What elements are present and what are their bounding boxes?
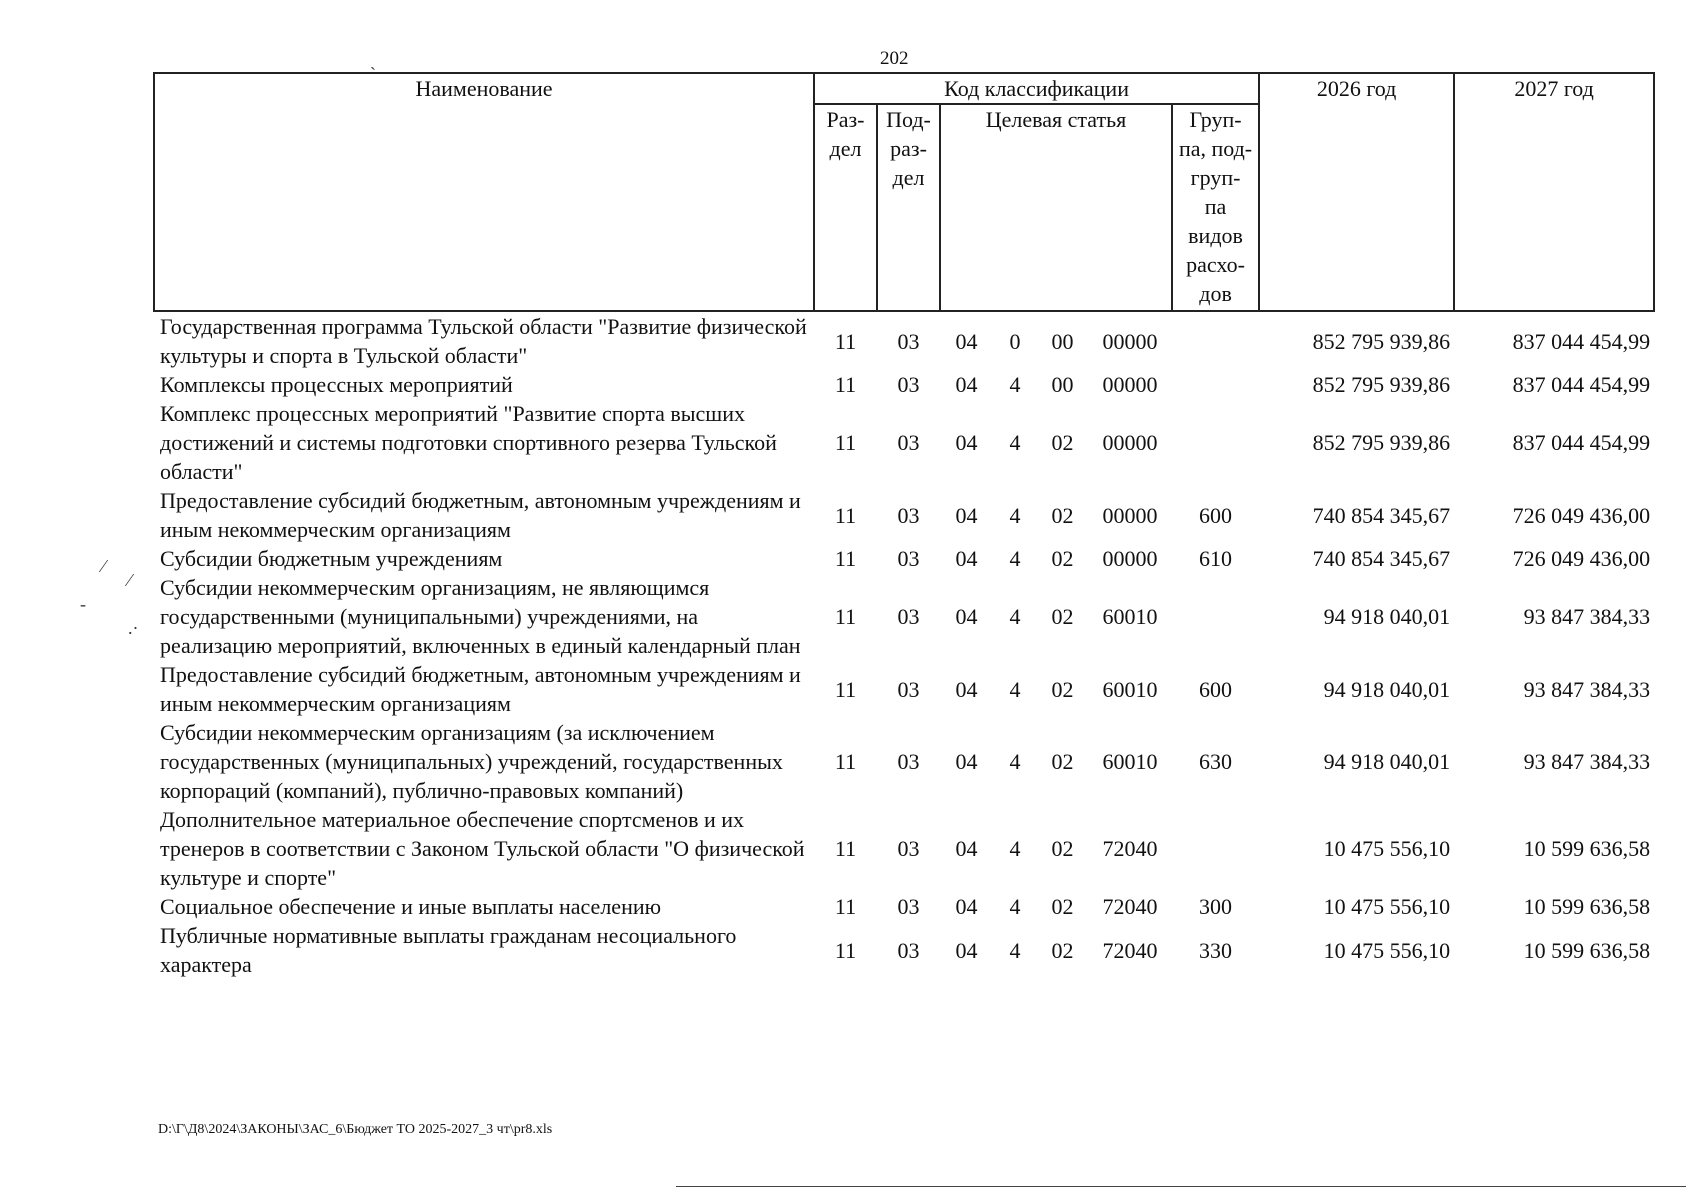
row-subsection-code: 03 [897, 676, 920, 702]
row-target-type-code: 4 [1009, 676, 1021, 702]
row-expense-group-code: 600 [1199, 502, 1233, 528]
row-target-direction-code: 00000 [1102, 328, 1158, 354]
row-target-type-code: 4 [1009, 749, 1021, 774]
table-header [154, 73, 1654, 311]
row-section-code: 11 [834, 546, 857, 571]
row-target-complex-code: 02 [1051, 430, 1074, 455]
row-section-code: 11 [834, 894, 857, 919]
row-subsection-code: 03 [897, 749, 920, 774]
row-amount-2026: 94 918 040,01 [1323, 749, 1451, 774]
row-target-program-code: 04 [955, 328, 978, 354]
row-subsection-code: 03 [897, 502, 920, 528]
row-target-complex-code: 02 [1051, 894, 1074, 919]
row-subsection-code: 03 [897, 836, 920, 861]
row-target-program-code: 04 [955, 604, 978, 629]
row-expense-group-code: 300 [1199, 894, 1233, 919]
row-target-complex-code: 02 [1051, 836, 1074, 861]
table-row [154, 805, 1654, 892]
row-target-program-code: 04 [955, 937, 978, 963]
row-target-complex-code: 00 [1051, 328, 1074, 354]
row-amount-2026: 10 475 556,10 [1323, 894, 1451, 919]
row-target-direction-code: 00000 [1102, 372, 1158, 397]
row-target-program-code: 04 [955, 430, 978, 455]
row-target-complex-code: 02 [1051, 937, 1074, 963]
row-amount-2026: 10 475 556,10 [1323, 937, 1451, 963]
row-expense-group-code: 330 [1199, 937, 1233, 963]
row-section-code: 11 [834, 372, 857, 397]
row-name: Субсидии бюджетным учреждениям [160, 546, 503, 571]
row-target-complex-code: 00 [1051, 372, 1074, 397]
row-target-direction-code: 60010 [1102, 604, 1158, 629]
row-target-program-code: 04 [955, 836, 978, 861]
row-name: Субсидии некоммерческим организациям, не являющимся государственными (муниципальными) учреждениями, на реализацию мероприятий, включенных в единый календарный план [160, 575, 801, 658]
row-target-type-code: 4 [1009, 546, 1021, 571]
table-row [154, 370, 1654, 399]
row-target-type-code: 4 [1009, 894, 1021, 919]
row-target-direction-code: 72040 [1102, 937, 1158, 963]
row-target-complex-code: 02 [1051, 749, 1074, 774]
header-code-group: Код классификации [814, 73, 1259, 104]
row-target-type-code: 4 [1009, 372, 1021, 397]
row-amount-2026: 740 854 345,67 [1312, 502, 1451, 528]
stray-mark: ⁄ [128, 570, 132, 590]
row-subsection-code: 03 [897, 937, 920, 963]
table-row [154, 660, 1654, 718]
row-amount-2027: 10 599 636,58 [1523, 937, 1651, 963]
row-section-code: 11 [834, 430, 857, 455]
row-target-complex-code: 02 [1051, 502, 1074, 528]
row-subsection-code: 03 [897, 546, 920, 571]
row-section-code: 11 [834, 604, 857, 629]
row-target-program-code: 04 [955, 372, 978, 397]
row-amount-2026: 852 795 939,86 [1312, 372, 1451, 397]
row-amount-2027: 10 599 636,58 [1523, 894, 1651, 919]
row-expense-group-code [1172, 573, 1259, 660]
table-row [154, 486, 1654, 544]
row-target-complex-code: 02 [1051, 676, 1074, 702]
row-name: Комплекс процессных мероприятий "Развитие спорта высших достижений и системы подготовки спортивного резерва Тульской области" [160, 401, 777, 484]
row-target-direction-code: 60010 [1102, 749, 1158, 774]
row-amount-2027: 837 044 454,99 [1512, 372, 1651, 397]
row-name: Публичные нормативные выплаты гражданам несоциального характера [160, 923, 737, 977]
header-name: Наименование [154, 73, 814, 311]
row-amount-2026: 10 475 556,10 [1323, 836, 1451, 861]
stray-mark: ˏ [370, 50, 376, 70]
row-target-type-code: 4 [1009, 604, 1021, 629]
row-amount-2026: 852 795 939,86 [1312, 430, 1451, 455]
row-expense-group-code: 630 [1199, 749, 1233, 774]
header-section: Раз- дел [814, 104, 877, 311]
row-target-direction-code: 60010 [1102, 676, 1158, 702]
row-section-code: 11 [834, 676, 857, 702]
table-row [154, 573, 1654, 660]
row-amount-2027: 726 049 436,00 [1512, 502, 1651, 528]
row-amount-2027: 93 847 384,33 [1523, 749, 1651, 774]
row-section-code: 11 [834, 502, 857, 528]
row-name: Государственная программа Тульской области "Развитие физической культуры и спорта в Тульской области" [160, 314, 807, 368]
table-row [154, 544, 1654, 573]
row-target-type-code: 4 [1009, 502, 1021, 528]
row-amount-2027: 10 599 636,58 [1523, 836, 1651, 861]
row-name: Дополнительное материальное обеспечение спортсменов и их тренеров в соответствии с Законом Тульской области "О физической культуре и спорте" [160, 807, 805, 890]
row-expense-group-code: 610 [1199, 546, 1233, 571]
row-amount-2027: 93 847 384,33 [1523, 676, 1651, 702]
row-target-complex-code: 02 [1051, 546, 1074, 571]
row-target-type-code: 4 [1009, 836, 1021, 861]
row-amount-2026: 94 918 040,01 [1323, 604, 1451, 629]
row-target-direction-code: 72040 [1102, 894, 1158, 919]
page-number: 202 [880, 48, 909, 69]
row-target-direction-code: 00000 [1102, 502, 1158, 528]
row-subsection-code: 03 [897, 372, 920, 397]
row-target-type-code: 0 [1009, 328, 1021, 354]
stray-mark: - [80, 594, 86, 614]
stray-mark: .· [128, 618, 139, 638]
row-subsection-code: 03 [897, 430, 920, 455]
row-expense-group-code [1172, 311, 1259, 370]
row-name: Комплексы процессных мероприятий [160, 372, 513, 397]
row-amount-2026: 852 795 939,86 [1312, 328, 1451, 354]
file-path-footer: D:\Г\Д8\2024\ЗАКОНЫ\ЗАС_6\Бюджет ТО 2025-2027_3 чт\pr8.xls [158, 1122, 553, 1137]
row-target-program-code: 04 [955, 749, 978, 774]
row-name: Предоставление субсидий бюджетным, автономным учреждениям и иным некоммерческим организациям [160, 488, 801, 542]
budget-table [153, 72, 1655, 979]
table-row [154, 399, 1654, 486]
table-row [154, 311, 1654, 370]
row-expense-group-code [1172, 370, 1259, 399]
stray-mark: ⁄ [102, 556, 106, 576]
row-target-program-code: 04 [955, 894, 978, 919]
row-expense-group-code [1172, 805, 1259, 892]
table-row [154, 718, 1654, 805]
table-row [154, 892, 1654, 921]
row-target-direction-code: 00000 [1102, 430, 1158, 455]
header-target-article: Целевая статья [940, 104, 1172, 311]
row-name: Социальное обеспечение и иные выплаты населению [160, 894, 662, 919]
row-section-code: 11 [834, 749, 857, 774]
row-target-program-code: 04 [955, 502, 978, 528]
header-expense-group: Груп- па, под- груп- па видов расхо- дов [1172, 104, 1259, 311]
row-target-direction-code: 72040 [1102, 836, 1158, 861]
row-subsection-code: 03 [897, 328, 920, 354]
row-expense-group-code [1172, 399, 1259, 486]
row-amount-2027: 837 044 454,99 [1512, 430, 1651, 455]
row-amount-2027: 93 847 384,33 [1523, 604, 1651, 629]
row-amount-2026: 94 918 040,01 [1323, 676, 1451, 702]
header-subsection: Под- раз- дел [877, 104, 940, 311]
row-amount-2027: 726 049 436,00 [1512, 546, 1651, 571]
row-subsection-code: 03 [897, 894, 920, 919]
row-expense-group-code: 600 [1199, 676, 1233, 702]
header-year-2026: 2026 год [1259, 73, 1454, 311]
table-body [154, 311, 1654, 979]
row-amount-2027: 837 044 454,99 [1512, 328, 1651, 354]
row-section-code: 11 [834, 937, 857, 963]
row-section-code: 11 [834, 328, 857, 354]
row-target-program-code: 04 [955, 676, 978, 702]
row-name: Субсидии некоммерческим организациям (за исключением государственных (муниципальных) учреждений, государственных корпораций (компаний), публично-правовых компаний) [160, 720, 783, 803]
row-name: Предоставление субсидий бюджетным, автономным учреждениям и иным некоммерческим организациям [160, 662, 801, 716]
bottom-rule [676, 1186, 1686, 1187]
row-target-type-code: 4 [1009, 937, 1021, 963]
row-subsection-code: 03 [897, 604, 920, 629]
row-target-direction-code: 00000 [1102, 546, 1158, 571]
header-year-2027: 2027 год [1454, 73, 1654, 311]
row-section-code: 11 [834, 836, 857, 861]
table-row [154, 921, 1654, 979]
row-target-complex-code: 02 [1051, 604, 1074, 629]
row-target-type-code: 4 [1009, 430, 1021, 455]
row-amount-2026: 740 854 345,67 [1312, 546, 1451, 571]
row-target-program-code: 04 [955, 546, 978, 571]
